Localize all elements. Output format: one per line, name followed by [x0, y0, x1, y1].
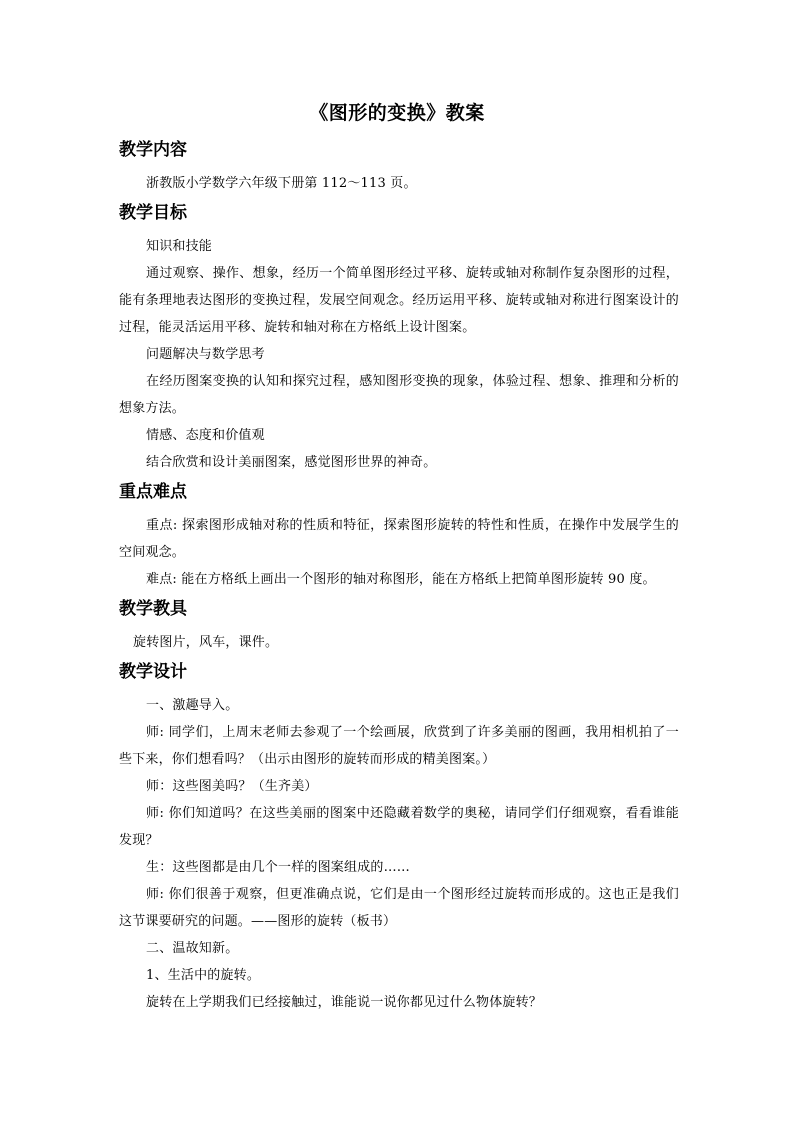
design-line: 一、激趣导入。 [146, 698, 239, 713]
design-line: 师: 你们很善于观察，但更准确点说，它们是由一个图形经过旋转而形成的。这也正是我们这节课要研究的问题。——图形的旋转（板书） [119, 887, 679, 929]
design-line: 二、温故知新。 [146, 941, 239, 956]
design-line: 师: 同学们，上周末老师去参观了一个绘画展，欣赏到了许多美丽的图画，我用相机拍了一些下来，你们想看吗？（出示由图形的旋转而形成的精美图案。） [119, 725, 679, 767]
design-line: 师: 你们知道吗？在这些美丽的图案中还隐藏着数学的奥秘，请同学们仔细观察，看看谁能发现？ [119, 806, 679, 848]
section-heading-design: 教学设计 [119, 662, 187, 682]
tools-text: 旋转图片，风车，课件。 [133, 635, 279, 650]
goals-emotion-text: 结合欣赏和设计美丽图案，感觉图形世界的神奇。 [146, 455, 437, 470]
design-line: 师：这些图美吗？（生齐美） [146, 779, 318, 794]
goals-emotion-label: 情感、态度和价值观 [146, 428, 265, 443]
section-heading-key-points: 重点难点 [119, 482, 187, 502]
goals-knowledge-text: 通过观察、操作、想象，经历一个简单图形经过平移、旋转或轴对称制作复杂图形的过程，能有条理地表达图形的变换过程，发展空间观念。经历运用平移、旋转或轴对称进行图案设计的过程，能灵活运用平移、旋转和轴对称在方格纸上设计图案。 [119, 266, 679, 335]
document-body [119, 136, 679, 1016]
design-line: 生：这些图都是由几个一样的图案组成的…… [146, 860, 411, 875]
key-point-text: 重点: 探索图形成轴对称的性质和特征，探索图形旋转的特性和性质，在操作中发展学生的空间观念。 [119, 518, 679, 560]
section-heading-content: 教学内容 [119, 140, 187, 160]
goals-knowledge-label: 知识和技能 [146, 239, 213, 254]
section-heading-tools: 教学教具 [119, 599, 187, 619]
design-line: 1、生活中的旋转。 [146, 968, 261, 983]
content-text: 浙教版小学数学六年级下册第 112～113 页。 [146, 176, 417, 191]
difficult-point-text: 难点: 能在方格纸上画出一个图形的轴对称图形，能在方格纸上把简单图形旋转 90 度。 [146, 572, 656, 587]
document-title: 《图形的变换》教案 [309, 102, 485, 124]
goals-problem-label: 问题解决与数学思考 [146, 347, 265, 362]
section-heading-goals: 教学目标 [119, 203, 187, 223]
design-line: 旋转在上学期我们已经接触过，谁能说一说你都见过什么物体旋转？ [146, 995, 543, 1010]
goals-problem-text: 在经历图案变换的认知和探究过程，感知图形变换的现象，体验过程、想象、推理和分析的想象方法。 [119, 374, 679, 416]
